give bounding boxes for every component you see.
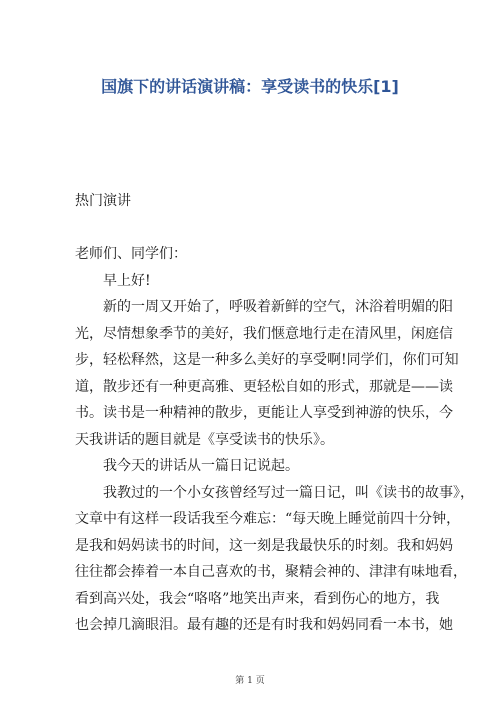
- page-number: 第 1 页: [235, 676, 265, 686]
- paragraph-line: 书。读书是一种精神的散步，更能让人享受到神游的快乐，今: [75, 405, 453, 421]
- paragraph-line: 也会掉几滴眼泪。最有趣的还是有时我和妈妈同看一本书，她: [75, 617, 453, 633]
- paragraph-line: 步，轻松释然，这是一种多么美好的享受啊!同学们，你们可知: [75, 352, 459, 368]
- paragraph-line: 早上好!: [103, 272, 151, 289]
- paragraph-line: 新的一周又开始了，呼吸着新鲜的空气，沐浴着明媚的阳: [103, 299, 453, 315]
- greeting-line: 老师们、同学们：: [75, 246, 187, 262]
- paragraph-line: 我教过的一个小女孩曾经写过一篇日记，叫《读书的故事》，: [103, 484, 474, 501]
- paragraph-line: 天我讲话的题目就是《享受读书的快乐》。: [75, 431, 334, 448]
- body-text: [75, 241, 474, 639]
- section-label: 热门演讲: [75, 193, 131, 209]
- paragraph-line: 我今天的讲话从一篇日记说起。: [103, 458, 299, 474]
- paragraph-line: 是我和妈妈读书的时间，这一刻是我最快乐的时刻。我和妈妈: [75, 537, 453, 554]
- paragraph-line: 光，尽情想象季节的美好，我们惬意地行走在清风里，闲庭信: [75, 325, 453, 342]
- paragraph-line: 文章中有这样一段话我至今难忘：“每天晚上睡觉前四十分钟，: [75, 511, 461, 527]
- paragraph-line: 往往都会捧着一本自己喜欢的书，聚精会神的、津津有味地看，: [75, 564, 467, 580]
- paragraph-line: 看到高兴处，我会“咯咯”地笑出声来，看到伤心的地方，我: [75, 590, 440, 607]
- document-title: 国旗下的讲话演讲稿：享受读书的快乐[1]: [101, 77, 399, 96]
- paragraph-line: 道，散步还有一种更高雅、更轻松自如的形式，那就是——读: [75, 378, 453, 395]
